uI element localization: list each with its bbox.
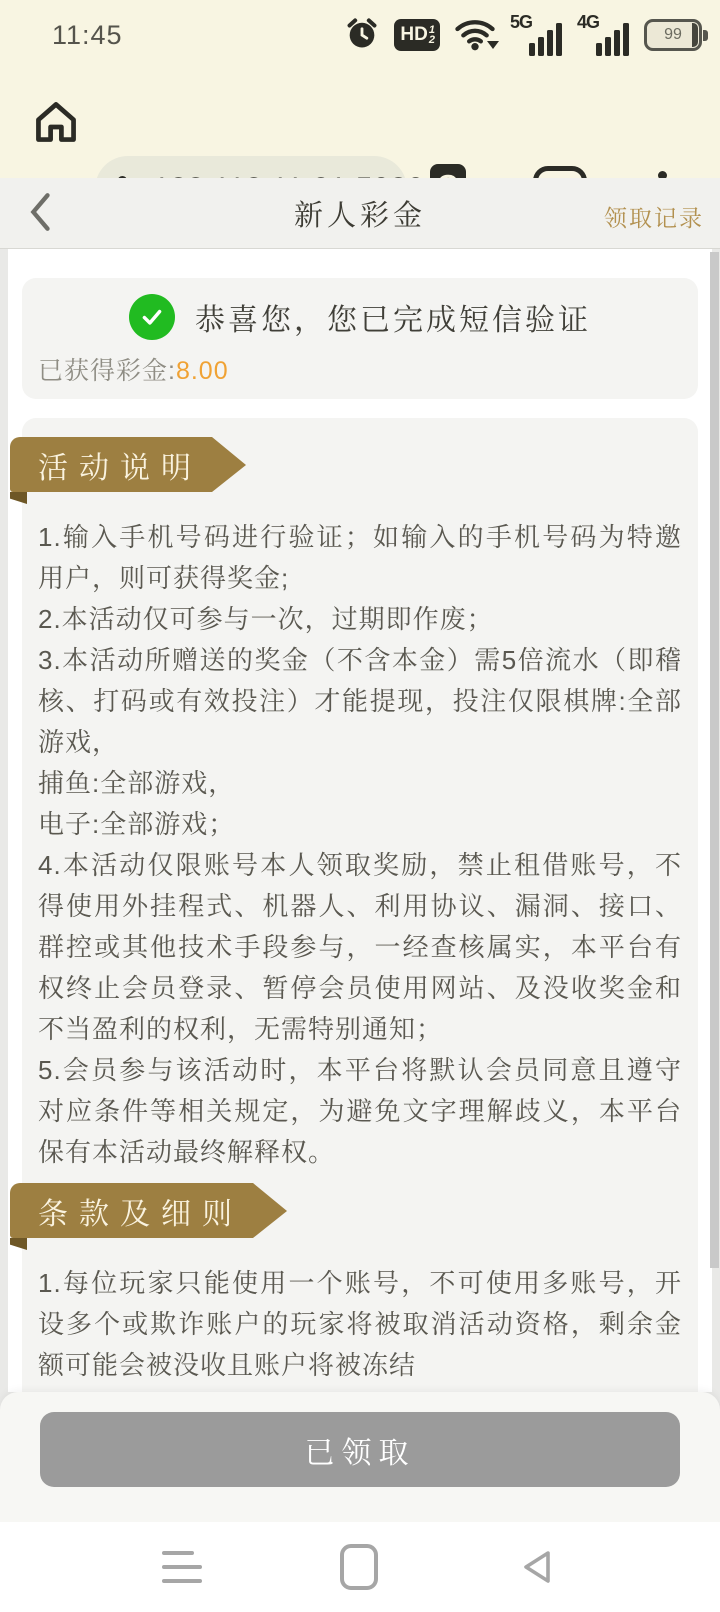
check-circle-icon: [129, 294, 175, 340]
bonus-amount: 8.00: [175, 357, 229, 385]
signal-4g-icon: 4G: [577, 13, 629, 57]
section-title: 活动说明: [38, 451, 202, 485]
page-content: [0, 249, 720, 1392]
rules-card: [22, 418, 698, 1438]
signal-5g-icon: 5G: [510, 13, 562, 57]
bonus-label: 已获得彩金:: [38, 357, 176, 385]
chevron-left-icon: [28, 192, 52, 237]
bonus-row: [22, 340, 698, 387]
rule-paragraph: 2.本活动仅可参与一次，过期即作废；: [38, 604, 494, 634]
wifi-caret-icon: [487, 41, 499, 55]
rule-paragraph: 1.每位玩家只能使用一个账号，不可使用多账号，开设多个或欺诈账户的玩家将被取消活动资格，剩余金额可能会被没收且账户将被冻结: [38, 1268, 682, 1380]
clock-time: 11:45: [52, 19, 123, 50]
rule-paragraph: 5.会员参与该活动时，本平台将默认会员同意且遵守对应条件等相关规定，为避免文字理解歧义，本平台保有本活动最终解释权。: [38, 1055, 682, 1167]
claimed-button[interactable]: 已领取: [40, 1412, 680, 1487]
rule-paragraph: 4.本活动仅限账号本人领取奖励，禁止租借账号，不得使用外挂程式、机器人、利用协议、漏洞、接口、群控或其他技术手段参与，一经查核属实，本平台有权终止会员登录、暂停会员使用网站、及没收奖金和不当盈利的权利，无需特别通知；: [38, 850, 682, 1044]
battery-icon: [644, 19, 702, 51]
wifi-icon: [455, 17, 495, 53]
status-bar: [0, 0, 720, 70]
rule-paragraph: 1.输入手机号码进行验证；如输入的手机号码为特邀用户，则可获得奖金;: [38, 522, 682, 593]
back-triangle-icon[interactable]: [516, 1547, 558, 1587]
alarm-clock-icon: [345, 15, 379, 56]
status-icons: [345, 13, 702, 57]
activity-rules-text: [22, 492, 698, 1173]
scrollbar-thumb[interactable]: [710, 252, 719, 1268]
verification-result-card: [22, 278, 698, 399]
bottom-action-bar: [0, 1392, 720, 1522]
home-button[interactable]: [28, 96, 84, 152]
ribbon-fold: [10, 492, 27, 504]
menu-lines-icon[interactable]: [162, 1551, 202, 1583]
browser-toolbar: [0, 70, 720, 178]
ribbon-arrow: [212, 437, 246, 492]
rule-paragraph: 电子:全部游戏；: [38, 809, 236, 839]
ribbon-fold: [10, 1238, 27, 1250]
android-nav-bar: [0, 1522, 720, 1612]
ribbon-arrow: [253, 1183, 287, 1238]
section-title: 条款及细则: [38, 1197, 243, 1231]
battery-level: 99: [664, 26, 682, 43]
verification-message: 恭喜您，您已完成短信验证: [195, 304, 591, 337]
rule-paragraph: 3.本活动所赠送的奖金（不含本金）需5倍流水（即稽核、打码或有效投注）才能提现，投注仅限棋牌:全部游戏，: [38, 645, 682, 757]
back-button[interactable]: [18, 192, 62, 236]
claim-history-link[interactable]: 领取记录: [604, 205, 704, 231]
hd-volte-icon: HD 1 2: [394, 19, 440, 51]
page-header: [0, 178, 720, 249]
content-panel: [8, 249, 712, 1392]
home-square-icon[interactable]: [340, 1544, 378, 1590]
page-title: 新人彩金: [293, 199, 426, 232]
section-ribbon-activity: [10, 437, 212, 492]
section-ribbon-terms: [10, 1183, 253, 1238]
home-icon: [29, 95, 83, 154]
rule-paragraph: 捕鱼:全部游戏，: [38, 768, 236, 798]
